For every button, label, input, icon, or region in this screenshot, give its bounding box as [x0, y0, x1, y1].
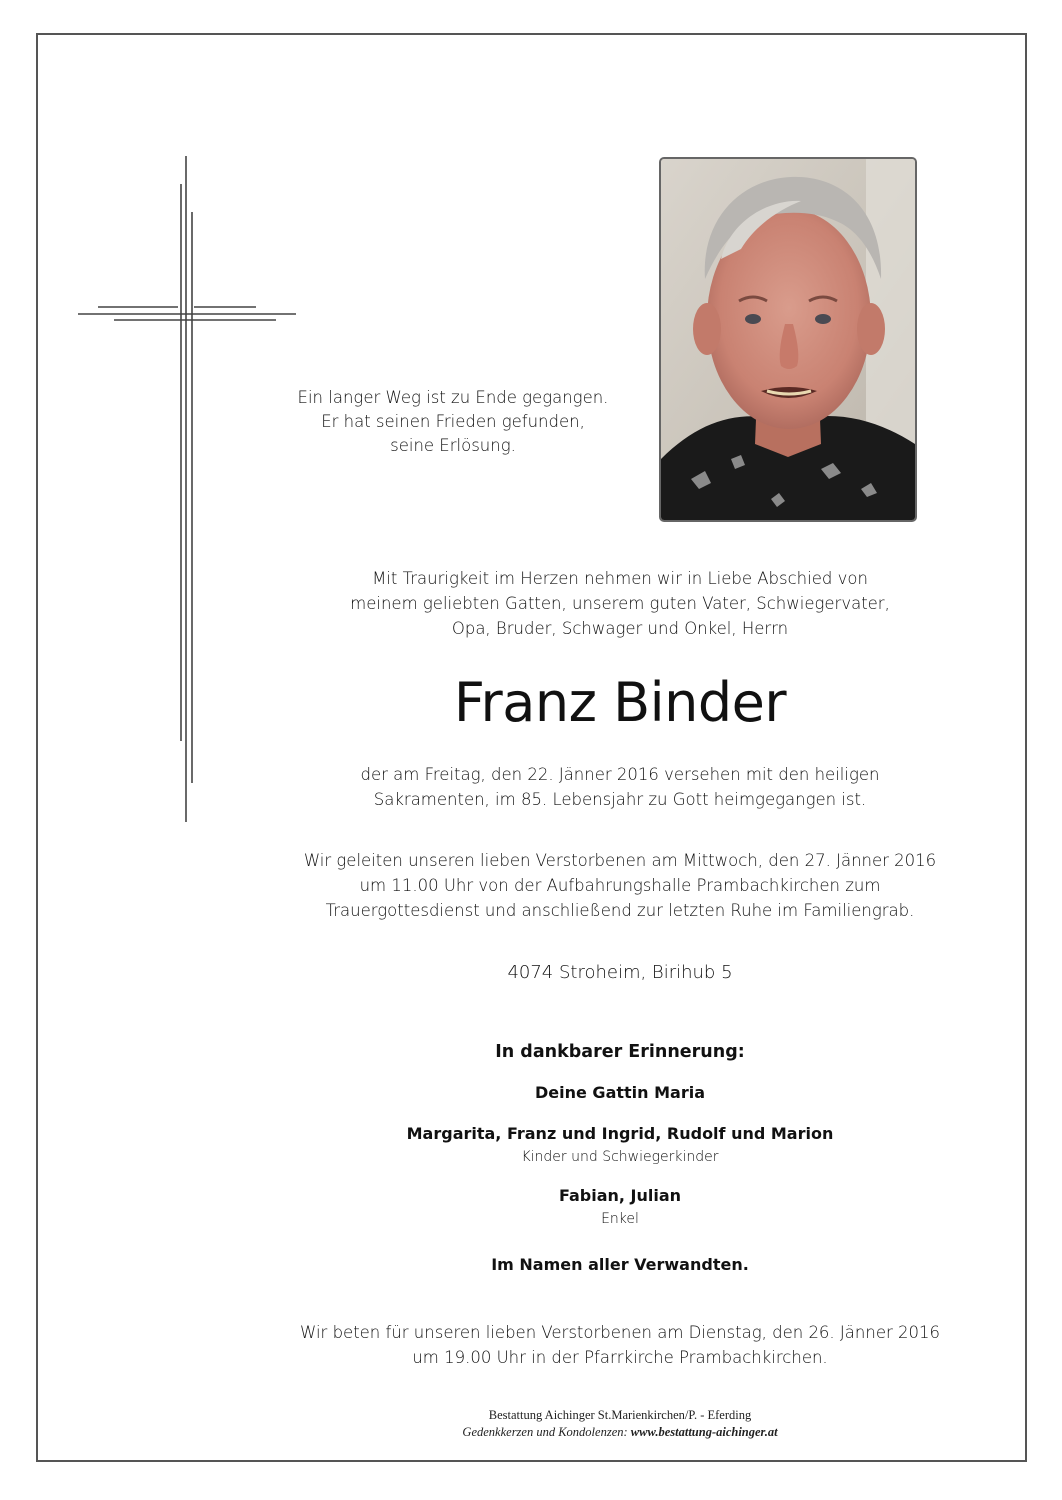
footer — [270, 1407, 970, 1441]
intro-line: Mit Traurigkeit im Herzen nehmen wir in Liebe Abschied von — [372, 569, 868, 588]
portrait-image — [661, 159, 915, 520]
intro-line: meinem geliebten Gatten, unserem guten Vater, Schwiegervater, — [350, 594, 890, 613]
prayer-line: Wir beten für unseren lieben Verstorbenen am Dienstag, den 26. Jänner 2016 — [300, 1323, 940, 1342]
website-link[interactable]: www.bestattung-aichinger.at — [630, 1425, 778, 1439]
death-notice-line: Sakramenten, im 85. Lebensjahr zu Gott heimgegangen ist. — [373, 790, 867, 809]
funeral-details — [260, 848, 980, 923]
funeral-line: um 11.00 Uhr von der Aufbahrungshalle Prambachkirchen zum — [359, 876, 881, 895]
prayer-line: um 19.00 Uhr in der Pfarrkirche Prambachkirchen. — [412, 1348, 828, 1367]
cross-icon — [78, 156, 298, 826]
children-names: Margarita, Franz und Ingrid, Rudolf und Marion — [406, 1124, 834, 1143]
funeral-line: Wir geleiten unseren lieben Verstorbenen am Mittwoch, den 27. Jänner 2016 — [303, 851, 937, 870]
condolence-label: Gedenkkerzen und Kondolenzen: — [462, 1425, 628, 1439]
memory-heading: In dankbarer Erinnerung: — [495, 1042, 745, 1062]
quote-line: seine Erlösung. — [390, 436, 516, 455]
deceased-name: Franz Binder — [453, 671, 787, 734]
grandchildren-names: Fabian, Julian — [558, 1186, 682, 1205]
quote-line: Er hat seinen Frieden gefunden, — [321, 412, 585, 431]
wife-name: Deine Gattin Maria — [535, 1083, 705, 1102]
intro-line: Opa, Bruder, Schwager und Onkel, Herrn — [451, 619, 789, 638]
death-notice-line: der am Freitag, den 22. Jänner 2016 versehen mit den heiligen — [360, 765, 880, 784]
funeral-home-name: Bestattung Aichinger St.Marienkirchen/P. - Eferding — [488, 1408, 752, 1422]
prayer-notice — [260, 1320, 980, 1370]
children-role: Kinder und Schwiegerkinder — [521, 1149, 719, 1165]
condolence-line — [270, 1424, 970, 1441]
death-notice — [270, 762, 970, 812]
memorial-quote — [272, 386, 634, 458]
portrait-photo — [659, 157, 917, 522]
address: 4074 Stroheim, Birihub 5 — [507, 962, 733, 983]
closing-line: Im Namen aller Verwandten. — [491, 1255, 749, 1274]
quote-line: Ein langer Weg ist zu Ende gegangen. — [297, 388, 609, 407]
intro-text — [270, 566, 970, 641]
funeral-line: Trauergottesdienst und anschließend zur letzten Ruhe im Familiengrab. — [325, 901, 915, 920]
grandchildren-role: Enkel — [601, 1211, 639, 1227]
